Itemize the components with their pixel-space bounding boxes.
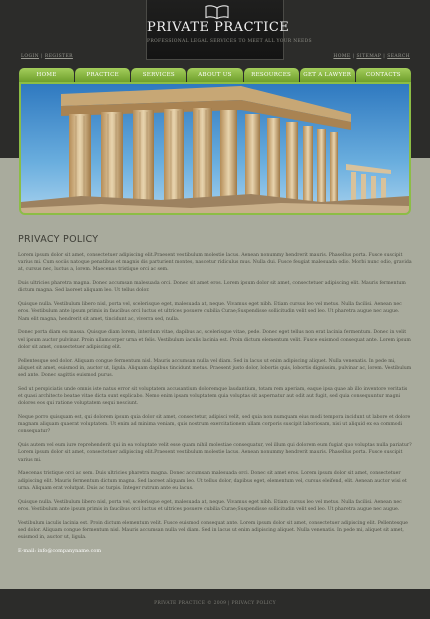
nav-item-contacts[interactable]: CONTACTS xyxy=(356,68,411,82)
nav-item-about-us[interactable]: ABOUT US xyxy=(187,68,242,82)
login-link[interactable]: LOGIN xyxy=(21,54,39,59)
main-nav xyxy=(19,68,411,82)
main-content xyxy=(18,234,412,554)
paragraph: Quisque nulla. Vestibulum libero nisl, porta vel, scelerisque eget, malesuada at, neque. Vivamus eget nibh. Etiam cursus leo vel metus. Nulla facilisi. Aenean nec eros. Vestibulum ante ipsum primis in faucibus orci luctus et ultrices posuere cubilia Curae;Suspendisse sollicitudin velit sed leo. Ut pharetra augue nec augue. xyxy=(18,499,402,512)
utility-links-left: LOGIN | REGISTER xyxy=(21,54,73,59)
nav-item-practice[interactable]: PRACTICE xyxy=(75,68,130,82)
paragraph: Quis autem vel eum iure reprehenderit qui in ea voluptate velit esse quam nihil molestiae consequatur, vel illum qui dolorem eum fugiat quo voluptas nulla pariatur?Lorem ipsum dolor sit amet, consectetuer adipiscing elit.Praesent vestibulum molestie lacus. Aenean nonummy hendrerit mauris. Phasellus porta. Fusce suscipit varius mi. xyxy=(18,443,412,463)
paragraph: Vestibulum iaculis lacinia est. Proin dictum elementum velit. Fusce euismod consequat ante. Lorem ipsum dolor sit amet, consectetuer adipiscing elit. Pellentesque sed dolor. Aliquam congue fermentum nisl. Mauris accumsan nulla vel diam. Sed in lacus ut enim adipiscing aliquet. Nulla venenatis. In pede mi, aliquet sit amet, euismod in, auctor ut, ligula. xyxy=(18,520,408,541)
site-footer xyxy=(0,589,430,619)
utility-links-right: HOME | SITEMAP | SEARCH xyxy=(333,54,410,59)
paragraph: Sed ut perspiciatis unde omnis iste natus error sit voluptatem accusantium doloremque laudantium, totam rem aperiam, eaque ipsa quae ab illo inventore veritatis et quasi architecto beatae vitae dicta sunt explicabo. Nemo enim ipsam voluptatem quia voluptas sit aspernatur aut odit aut fugit, sed quia consequuntur magni dolores eos qui ratione voluptatem sequi nesciunt. xyxy=(18,386,408,407)
logo-slogan: PROFESSIONAL LEGAL SERVICES TO MEET ALL YOUR NEEDS xyxy=(147,39,312,44)
logo-title: PRIVATE PRACTICE xyxy=(147,20,290,35)
paragraph: Pellentesque sed dolor. Aliquam congue fermentum nisl. Mauris accumsan nulla vel diam. Sed in lacus ut enim adipiscing aliquet. Nulla venenatis. In pede mi, aliquet sit amet, euismod in, auctor ut, ligula. Aliquam dapibus tincidunt metus. Praesent justo dolor, lobortis quis, lobortis dignissim, pulvinar ac, lorem. Vestibulum sed ante. Donec sagittis euismod purus. xyxy=(18,358,412,379)
register-link[interactable]: REGISTER xyxy=(44,54,73,59)
footer-copyright: PRIVATE PRACTICE © 2009 | PRIVACY POLICY xyxy=(154,601,276,606)
nav-item-home[interactable]: HOME xyxy=(19,68,74,82)
nav-item-get-a-lawyer[interactable]: GET A LAWYER xyxy=(300,68,355,82)
page-title: PRIVACY POLICY xyxy=(18,234,99,245)
paragraph: Lorem ipsum dolor sit amet, consectetuer adipiscing elit.Praesent vestibulum molestie lacus. Aenean nonummy hendrerit mauris. Phasellus porta. Fusce suscipit varius mi. Cum sociis natoque penatibus et magnis dis parturient montes, nascetur ridiculus mus. Nulla dui. Fusce feugiat malesuada odio. Morbi nunc odio, gravida at, cursus nec, luctus a, lorem. Maecenas tristique orci ac sem. xyxy=(18,253,412,273)
paragraph: Maecenas tristique orci ac sem. Duis ultricies pharetra magna. Donec accumsan malesuada orci. Donec sit amet eros. Lorem ipsum dolor sit amet, consectetuer adipiscing elit. Mauris fermentum dictum magna. Sed laoreet aliquam leo. Ut tellus dolor, dapibus eget, elementum vel, cursus eleifend, elit. Aenean auctor wisi et urna. Aliquam erat volutpat. Duis ac turpis. Integer rutrum ante eu lacus. xyxy=(18,471,407,491)
email-line xyxy=(18,548,412,554)
sitemap-link[interactable]: SITEMAP xyxy=(356,54,382,59)
parthenon-image xyxy=(21,84,409,215)
paragraph: Neque porro quisquam est, qui dolorem ipsum quia dolor sit amet, consectetur, adipisci velit, sed quia non numquam eius modi tempora incidunt ut labore et dolore magnam aliquam quaerat voluptatem. Ut enim ad minima veniam, quis nostrum exercitationem ullam corporis suscipit laboriosam, nisi ut aliquid ex ea commodi consequatur? xyxy=(18,415,411,435)
email-link[interactable]: info@companyname.com xyxy=(37,547,102,554)
site-header xyxy=(0,0,430,158)
email-label: E-mail: xyxy=(18,547,37,554)
paragraph: Donec porta diam eu massa. Quisque diam lorem, interdum vitae, dapibus ac, scelerisque vitae, pede. Donec eget tellus non erat lacinia fermentum. Donec in velit vel ipsum auctor pulvinar. Proin ullamcorper urna et felis. Vestibulum iaculis lacinia est. Proin dictum elementum velit. Fusce euismod consequat ante. Lorem ipsum dolor sit amet, consectetuer adipiscing elit. xyxy=(18,330,411,350)
hero-image xyxy=(19,82,411,215)
nav-item-resources[interactable]: RESOURCES xyxy=(244,68,299,82)
search-link[interactable]: SEARCH xyxy=(387,54,410,59)
nav-item-services[interactable]: SERVICES xyxy=(131,68,186,82)
paragraph: Quisque nulla. Vestibulum libero nisl, porta vel, scelerisque eget, malesuada at, neque. Vivamus eget nibh. Etiam cursus leo vel metus. Nulla facilisi. Aenean nec eros. Vestibulum ante ipsum primis in faucibus orci luctus et ultrices posuere cubilia Curae;Suspendisse sollicitudin velit sed leo. Ut pharetra augue nec augue. Nam elit magna, hendrerit sit amet, tincidunt ac, viverra sed, nulla. xyxy=(18,302,402,322)
paragraph: Duis ultricies pharetra magna. Donec accumsan malesuada orci. Donec sit amet eros. Lorem ipsum dolor sit amet, consectetuer adipiscing elit. Mauris fermentum dictum magna. Sed laoreet aliquam leo. Ut tellus dolor. xyxy=(18,281,406,294)
site-logo[interactable] xyxy=(146,0,312,60)
open-book-icon xyxy=(205,5,229,19)
home-link[interactable]: HOME xyxy=(333,54,351,59)
